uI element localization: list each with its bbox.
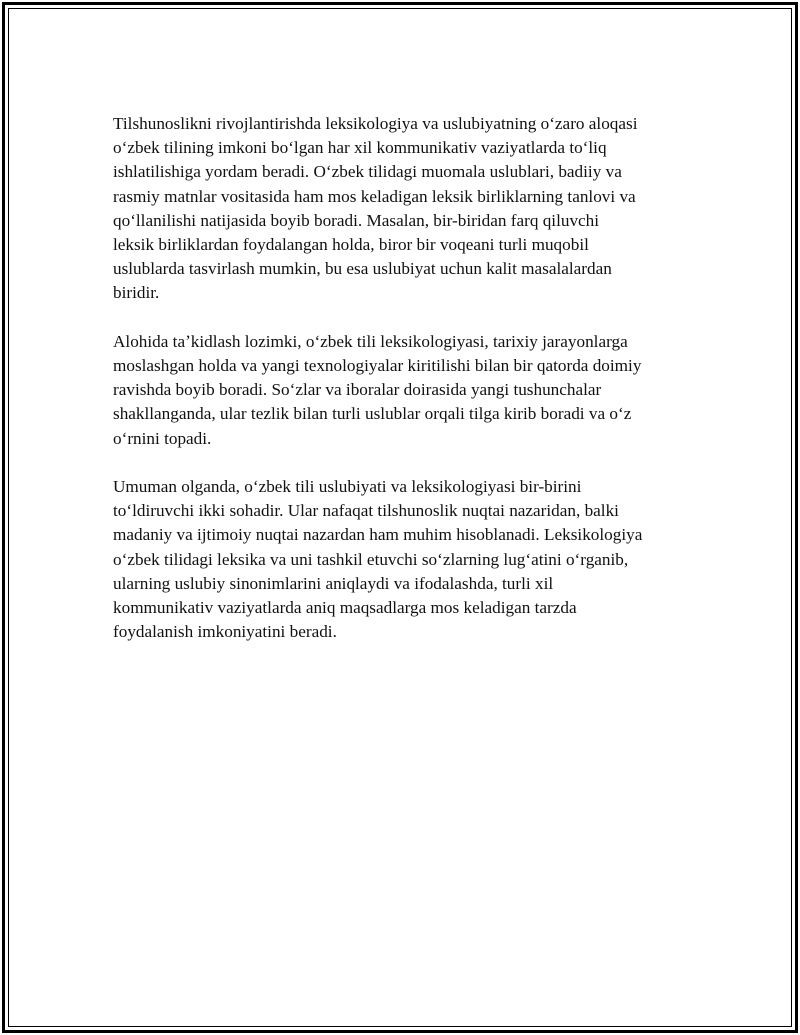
paragraph-line: Umuman olganda, oʻzbek tili uslubiyati va leksikologiyasi bir-birini — [113, 477, 582, 497]
paragraph-line: ravishda boyib boradi. Soʻzlar va iboralar doirasida yangi tushunchalar — [113, 380, 602, 400]
paragraph-line: uslublarda tasvirlash mumkin, bu esa uslubiyat uchun kalit masalalardan — [113, 259, 612, 279]
paragraph-line: ularning uslubiy sinonimlarini aniqlaydi va ifodalashda, turli xil — [113, 573, 554, 593]
paragraph-3 — [113, 475, 688, 644]
paragraph-line: foydalanish imkoniyatini beradi. — [113, 622, 337, 642]
paragraph-line: biridir. — [113, 283, 160, 303]
paragraph-line: toʻldiruvchi ikki sohadir. Ular nafaqat tilshunoslik nuqtai nazaridan, balki — [113, 501, 619, 521]
paragraph-line: leksik birliklardan foydalangan holda, biror bir voqeani turli muqobil — [113, 235, 589, 255]
paragraph-line: rasmiy matnlar vositasida ham mos keladigan leksik birliklarning tanlovi va — [113, 186, 636, 206]
paragraph-line: oʻrnini topadi. — [113, 428, 212, 448]
paragraph-line: oʻzbek tilining imkoni boʻlgan har xil kommunikativ vaziyatlarda toʻliq — [113, 138, 607, 158]
paragraph-line: madaniy va ijtimoiy nuqtai nazardan ham muhim hisoblanadi. Leksikologiya — [113, 525, 643, 545]
paragraph-line: shakllanganda, ular tezlik bilan turli uslublar orqali tilga kirib boradi va oʻz — [113, 404, 632, 424]
paragraph-line: Tilshunoslikni rivojlantirishda leksikologiya va uslubiyatning oʻzaro aloqasi — [113, 114, 638, 133]
paragraph-line: moslashgan holda va yangi texnologiyalar kiritilishi bilan bir qatorda doimiy — [113, 356, 642, 376]
paragraph-1 — [113, 112, 688, 306]
paragraph-line: ishlatilishiga yordam beradi. Oʻzbek tilidagi muomala uslublari, badiiy va — [113, 162, 622, 182]
paragraph-line: Alohida taʼkidlash lozimki, oʻzbek tili leksikologiyasi, tarixiy jarayonlarga — [113, 331, 628, 351]
paragraph-line: oʻzbek tilidagi leksika va uni tashkil etuvchi soʻzlarning lugʻatini oʻrganib, — [113, 549, 629, 569]
paragraph-line: qoʻllanilishi natijasida boyib boradi. Masalan, bir-biridan farq qiluvchi — [113, 210, 600, 230]
paragraph-line: kommunikativ vaziyatlarda aniq maqsadlarga mos keladigan tarzda — [113, 598, 577, 618]
document-body — [113, 112, 688, 644]
paragraph-2 — [113, 330, 688, 451]
